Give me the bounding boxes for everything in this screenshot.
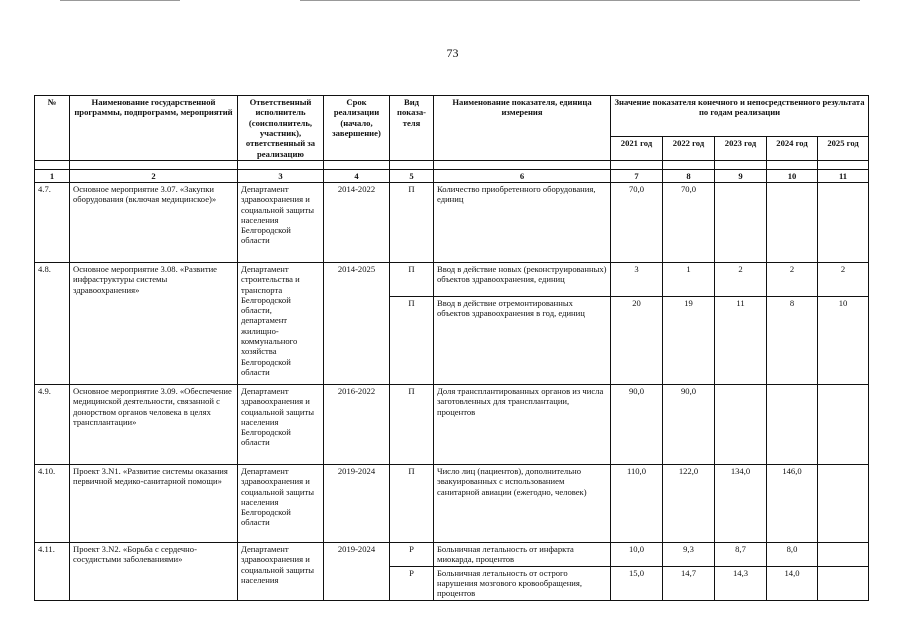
- column-number: 9: [715, 169, 767, 182]
- row-value: 15,0: [611, 566, 663, 600]
- column-number: 7: [611, 169, 663, 182]
- row-program-name: Проект 3.N1. «Развитие системы оказания первичной медико-санитарной помощи»: [70, 464, 238, 542]
- row-period: 2016-2022: [324, 384, 390, 464]
- row-value: 2: [715, 262, 767, 296]
- row-responsible: Департамент здравоохранения и социальной защиты населения Белгородской области: [238, 384, 324, 464]
- column-number: 10: [767, 169, 818, 182]
- scan-edge-line: [60, 0, 180, 1]
- row-indicator-type: П: [390, 296, 434, 384]
- header-gap-row: [35, 160, 869, 169]
- row-value: [818, 182, 869, 262]
- row-program-name: Основное мероприятие 3.08. «Развитие инфраструктуры системы здравоохранения»: [70, 262, 238, 384]
- column-number: 6: [434, 169, 611, 182]
- row-indicator-name: Ввод в действие отремонтированных объектов здравоохранения в год, единиц: [434, 296, 611, 384]
- row-indicator-name: Больничная летальность от инфаркта миокарда, процентов: [434, 542, 611, 566]
- table-row: [35, 262, 869, 296]
- row-value: 14,7: [663, 566, 715, 600]
- row-value: 2: [767, 262, 818, 296]
- row-program-name: Основное мероприятие 3.07. «Закупки оборудования (включая медицинское)»: [70, 182, 238, 262]
- row-value: 2: [818, 262, 869, 296]
- row-value: 70,0: [611, 182, 663, 262]
- row-value: [767, 384, 818, 464]
- row-value: 10: [818, 296, 869, 384]
- row-value: 19: [663, 296, 715, 384]
- row-indicator-type: Р: [390, 542, 434, 566]
- column-numbers-row: [35, 169, 869, 182]
- table-row: [35, 464, 869, 542]
- row-value: 90,0: [663, 384, 715, 464]
- row-number: 4.7.: [35, 182, 70, 262]
- row-number: 4.9.: [35, 384, 70, 464]
- row-indicator-name: Число лиц (пациентов), дополнительно эвакуированных с использованием санитарной авиации (ежегодно, человек): [434, 464, 611, 542]
- column-number: 8: [663, 169, 715, 182]
- row-responsible: Департамент строительства и транспорта Белгородской области, департамент жилищно-коммунального хозяйства Белгородской области: [238, 262, 324, 384]
- row-number: 4.8.: [35, 262, 70, 384]
- row-value: [818, 464, 869, 542]
- header-row: [35, 96, 869, 137]
- row-value: [818, 542, 869, 566]
- row-responsible: Департамент здравоохранения и социальной защиты населения Белгородской области: [238, 182, 324, 262]
- row-value: 122,0: [663, 464, 715, 542]
- row-number: 4.11.: [35, 542, 70, 600]
- row-value: 8,7: [715, 542, 767, 566]
- column-number: 4: [324, 169, 390, 182]
- header-year: 2025 год: [818, 136, 869, 160]
- column-number: 2: [70, 169, 238, 182]
- header-no: №: [35, 96, 70, 161]
- row-indicator-name: Ввод в действие новых (реконструированных) объектов здравоохранения, единиц: [434, 262, 611, 296]
- row-value: [715, 384, 767, 464]
- header-values-group: Значение показателя конечного и непосредственного результата по годам реализации: [611, 96, 869, 137]
- row-value: [767, 182, 818, 262]
- row-number: 4.10.: [35, 464, 70, 542]
- row-indicator-name: Количество приобретенного оборудования, единиц: [434, 182, 611, 262]
- table-row: [35, 384, 869, 464]
- row-indicator-type: П: [390, 182, 434, 262]
- row-indicator-type: П: [390, 384, 434, 464]
- row-value: 11: [715, 296, 767, 384]
- row-value: 14,3: [715, 566, 767, 600]
- row-value: 9,3: [663, 542, 715, 566]
- table-row: [35, 182, 869, 262]
- column-number: 1: [35, 169, 70, 182]
- row-value: 8: [767, 296, 818, 384]
- row-value: [818, 384, 869, 464]
- row-value: [715, 182, 767, 262]
- header-year: 2023 год: [715, 136, 767, 160]
- header-program-name: Наименование государственной программы, подпрограмм, мероприятий: [70, 96, 238, 161]
- header-responsible: Ответственный исполнитель (соисполнитель, участник), ответственный за реализацию: [238, 96, 324, 161]
- row-period: 2014-2022: [324, 182, 390, 262]
- row-value: [818, 566, 869, 600]
- row-indicator-name: Доля трансплантированных органов из числа заготовленных для трансплантации, процентов: [434, 384, 611, 464]
- row-indicator-type: Р: [390, 566, 434, 600]
- row-value: 70,0: [663, 182, 715, 262]
- header-year: 2022 год: [663, 136, 715, 160]
- row-indicator-type: П: [390, 464, 434, 542]
- row-value: 14,0: [767, 566, 818, 600]
- row-value: 110,0: [611, 464, 663, 542]
- row-indicator-type: П: [390, 262, 434, 296]
- row-period: 2019-2024: [324, 542, 390, 600]
- header-year: 2021 год: [611, 136, 663, 160]
- column-number: 5: [390, 169, 434, 182]
- scan-edge-line: [300, 0, 860, 1]
- row-value: 1: [663, 262, 715, 296]
- row-value: 90,0: [611, 384, 663, 464]
- column-number: 11: [818, 169, 869, 182]
- program-indicators-table: [34, 95, 869, 601]
- row-value: 134,0: [715, 464, 767, 542]
- row-value: 20: [611, 296, 663, 384]
- row-responsible: Департамент здравоохранения и социальной защиты населения Белгородской области: [238, 464, 324, 542]
- row-responsible: Департамент здравоохранения и социальной защиты населения: [238, 542, 324, 600]
- table-row: [35, 542, 869, 566]
- header-period: Срок реализации (начало, завершение): [324, 96, 390, 161]
- header-year: 2024 год: [767, 136, 818, 160]
- header-indicator-type: Вид показа-теля: [390, 96, 434, 161]
- row-value: 146,0: [767, 464, 818, 542]
- row-value: 10,0: [611, 542, 663, 566]
- row-value: 8,0: [767, 542, 818, 566]
- row-program-name: Основное мероприятие 3.09. «Обеспечение медицинской деятельности, связанной с донорством органов человека в целях трансплантации»: [70, 384, 238, 464]
- row-period: 2019-2024: [324, 464, 390, 542]
- row-period: 2014-2025: [324, 262, 390, 384]
- header-indicator-name: Наименование показателя, единица измерения: [434, 96, 611, 161]
- page-number: 73: [446, 46, 459, 60]
- row-program-name: Проект 3.N2. «Борьба с сердечно-сосудистыми заболеваниями»: [70, 542, 238, 600]
- row-value: 3: [611, 262, 663, 296]
- row-indicator-name: Больничная летальность от острого нарушения мозгового кровообращения, процентов: [434, 566, 611, 600]
- column-number: 3: [238, 169, 324, 182]
